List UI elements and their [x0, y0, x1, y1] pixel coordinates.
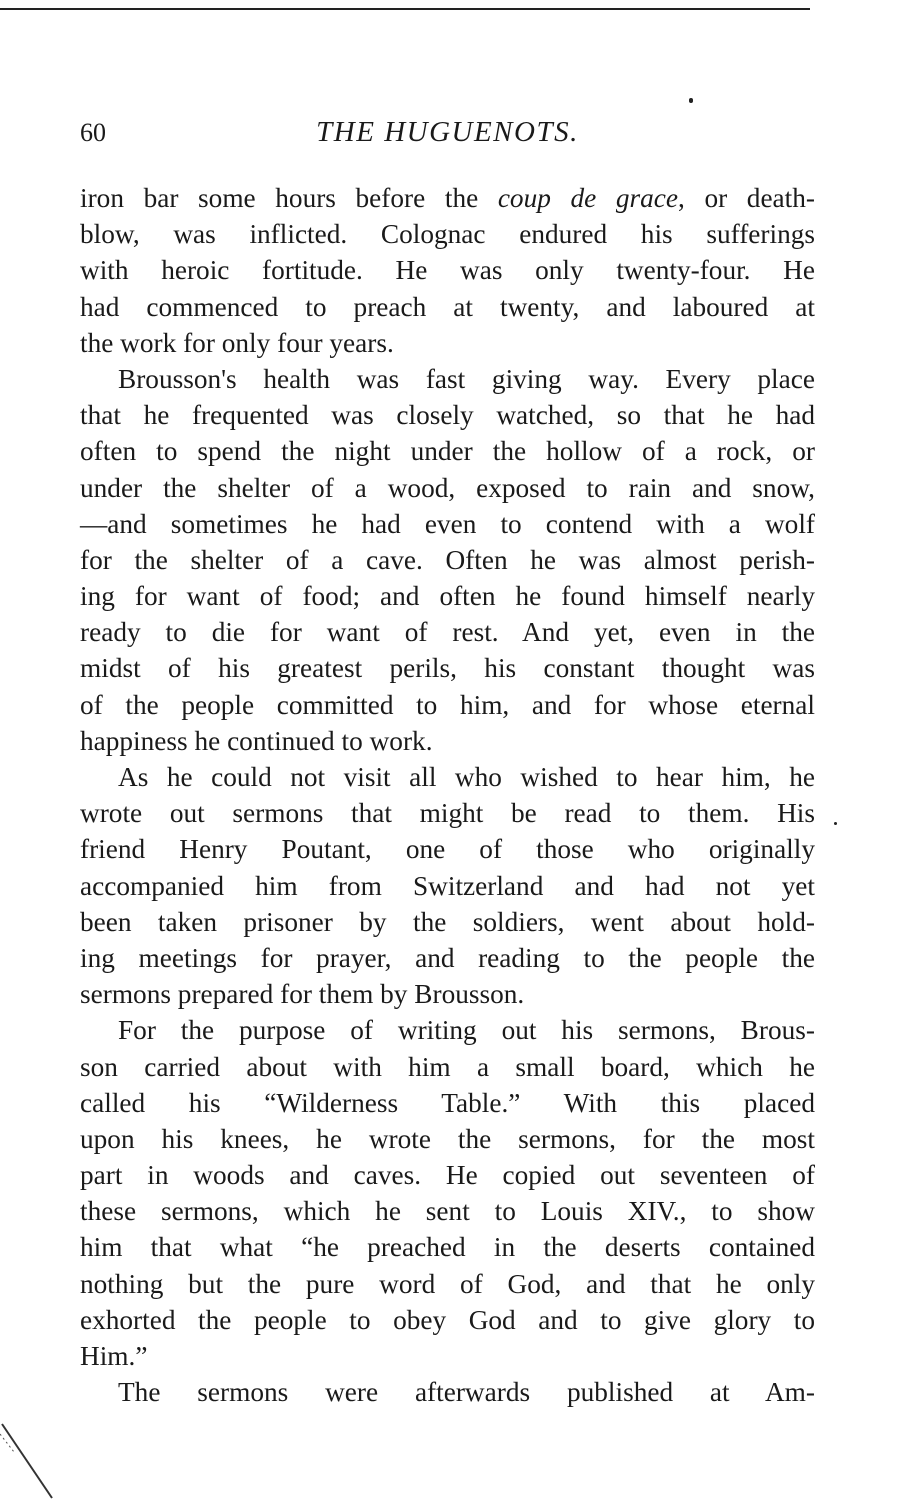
- text-run: Him.”: [80, 1341, 148, 1371]
- text-line: [80, 1229, 815, 1265]
- text-line: [80, 904, 815, 940]
- text-line: [80, 1302, 815, 1338]
- text-line: [80, 650, 815, 686]
- page-header: [80, 116, 815, 156]
- text-run: Brousson's health was fast giving way. Every place: [118, 363, 815, 394]
- text-run: son carried about with him a small board, which he: [80, 1051, 815, 1082]
- text-run: upon his knees, he wrote the sermons, for the most: [80, 1123, 815, 1154]
- text-run: —and sometimes he had even to contend with a wolf: [80, 508, 815, 539]
- text-run: called his “Wilderness Table.” With this placed: [80, 1087, 815, 1118]
- text-run: sermons prepared for them by Brousson.: [80, 979, 525, 1010]
- text-run: part in woods and caves. He copied out seventeen of: [80, 1160, 815, 1191]
- text-run: under the shelter of a wood, exposed to rain and snow,: [80, 472, 815, 503]
- paragraph-first-line: [80, 1374, 815, 1410]
- text-line: [80, 252, 815, 288]
- text-line: [80, 1121, 815, 1157]
- text-run: friend Henry Poutant, one of those who originally: [80, 834, 815, 865]
- text-line: [80, 506, 815, 542]
- running-title: THE HUGUENOTS.: [316, 116, 579, 148]
- text-line: [80, 578, 815, 614]
- text-run: blow, was inflicted. Colognac endured his sufferings: [80, 219, 815, 250]
- text-run: ing for want of food; and often he found himself nearly: [80, 581, 815, 612]
- text-run: been taken prisoner by the soldiers, went about hold-: [80, 906, 815, 937]
- text-run: with heroic fortitude. He was only twenty-four. He: [80, 255, 815, 286]
- italic-phrase: coup de grace: [497, 183, 679, 213]
- text-run: For the purpose of writing out his sermons, Brous-: [118, 1015, 815, 1046]
- ink-speck: [689, 98, 693, 103]
- top-rule: [0, 8, 810, 10]
- paragraph-first-line: [80, 361, 815, 397]
- text-line: [80, 216, 815, 252]
- text-line: [80, 1338, 815, 1374]
- text-run: nothing but the pure word of God, and that he only: [80, 1268, 815, 1299]
- text-line: [80, 1193, 815, 1229]
- text-line: [80, 433, 815, 469]
- text-run: As he could not visit all who wished to hear him, he: [118, 762, 815, 792]
- page-number: 60: [80, 118, 106, 147]
- text-run: midst of his greatest perils, his constant thought was: [80, 653, 815, 684]
- paragraph-first-line: [80, 759, 815, 795]
- text-line: [80, 1266, 815, 1302]
- text-run: exhorted the people to obey God and to give glory to: [80, 1304, 815, 1335]
- text-run: accompanied him from Switzerland and had not yet: [80, 870, 815, 901]
- text-run: iron bar some hours before the: [80, 183, 498, 213]
- text-run: had commenced to preach at twenty, and laboured at: [80, 291, 815, 322]
- text-run: happiness he continued to work.: [80, 725, 433, 756]
- text-line: [80, 542, 815, 578]
- text-line: [80, 180, 815, 216]
- text-run: ing meetings for prayer, and reading to the people the: [80, 942, 815, 973]
- text-line: [80, 1085, 815, 1121]
- text-line: [80, 1049, 815, 1085]
- text-run: The sermons were afterwards published at Am-: [118, 1377, 815, 1408]
- text-run: ready to die for want of rest. And yet, even in the: [80, 617, 815, 648]
- text-line: [80, 940, 815, 976]
- pen-stroke-mark: [0, 1412, 60, 1502]
- text-run: , or death-: [678, 183, 815, 213]
- text-line: [80, 868, 815, 904]
- text-run: the work for only four years.: [80, 327, 394, 358]
- text-line: [80, 289, 815, 325]
- text-run: wrote out sermons that might be read to them. His: [80, 798, 815, 829]
- ink-speck: [834, 822, 837, 825]
- text-line: [80, 687, 815, 723]
- paragraph-first-line: [80, 1012, 815, 1048]
- text-line: [80, 470, 815, 506]
- text-line: [80, 1157, 815, 1193]
- text-line: [80, 723, 815, 759]
- text-run: for the shelter of a cave. Often he was almost perish-: [80, 544, 815, 575]
- text-run: these sermons, which he sent to Louis XIV., to show: [80, 1196, 815, 1227]
- body-text: [80, 180, 815, 1410]
- text-line: [80, 614, 815, 650]
- text-line: [80, 397, 815, 433]
- text-run: of the people committed to him, and for whose eternal: [80, 689, 815, 720]
- text-line: [80, 325, 815, 361]
- text-line: [80, 976, 815, 1012]
- text-run: that he frequented was closely watched, so that he had: [80, 400, 815, 431]
- text-line: [80, 795, 815, 831]
- text-run: him that what “he preached in the deserts contained: [80, 1232, 815, 1263]
- text-line: [80, 831, 815, 867]
- text-run: often to spend the night under the hollow of a rock, or: [80, 436, 815, 467]
